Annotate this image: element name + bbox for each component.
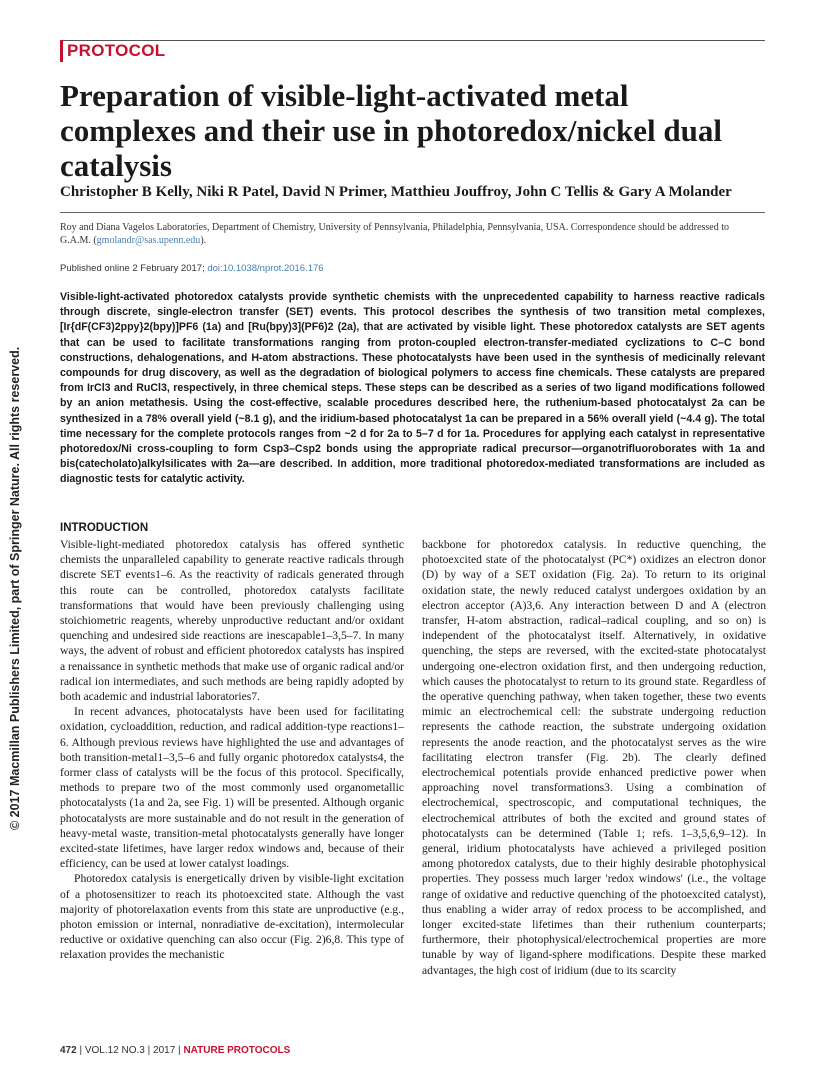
intro-paragraph-2: In recent advances, photocatalysts have been used for facilitating oxidation, cycloaddition, reduction, and radical addition-type reactions1–6. Although previous reviews have highlighted the use and advantages of both transition-metal1–3,5–6 and fully organic photoredox catalysts4, the former class of catalysts will be the focus of this protocol. Specifically, methods to prepare two of the most commonly used organometallic photocatalysts (1a and 2a, see Fig. 1) will be presented. Although organic photocatalysts are more sustainable and do not result in the generation of heavy-metal waste, transition-metal photocatalysts generally have longer excited-state lifetimes, have larger redox windows and, because of their efficiency, can be used at lower catalyst loadings. [60, 705, 404, 871]
section-heading-introduction: INTRODUCTION [60, 522, 149, 534]
intro-paragraph-3: Photoredox catalysis is energetically driven by visible-light excitation of a photosensitizer to reach its photoexcited state. Although the vast majority of photorelaxation events from this state are unproductive (e.g., photon emission or internal, nonradiative de-excitation), intermolecular reductive or oxidative quenching can also occur (Fig. 2)6,8. This type of relaxation provides the mechanistic [60, 872, 404, 962]
copyright-notice: © 2017 Macmillan Publishers Limited, part of Springer Nature. All rights reserved. [8, 346, 22, 830]
column-left [60, 520, 404, 963]
page-footer [60, 1045, 290, 1056]
abstract: Visible-light-activated photoredox catalysts provide synthetic chemists with the unprecedented capability to harness reactive radicals through discrete, single-electron transfer (SET) events. This protocol describes the synthesis of two transition metal complexes, [Ir{dF(CF3)2ppy}2(bpy)]PF6 (1a) and [Ru(bpy)3](PF6)2 (2a), that are activated by visible light. These photoredox catalysts are SET agents that can be used to facilitate transformations ranging from proton-coupled electron-transfer-mediated cyclizations to C–C bond constructions, dehalogenations, and H-atom abstractions. These photocatalysts have been used in the synthesis of medicinally relevant compounds for drug discovery, as well as the degradation of biological polymers to access fine chemicals. These catalysts are prepared from IrCl3 and RuCl3, respectively, in three chemical steps. These steps can be described as a series of two ligand modifications followed by an anion metathesis. Using the cost-effective, scalable procedures described here, the ruthenium-based photocatalyst 2a can be synthesized in a 78% overall yield (~8.1 g), and the iridium-based photocatalyst 1a can be prepared in a 56% overall yield (~4.4 g). The total time necessary for the complete protocols ranges from ~2 d for 2a to 5–7 d for 1a. Procedures for applying each catalyst in representative photoredox/Ni cross-coupling to form Csp3–Csp2 bonds using the appropriate radical precursor—organotrifluoroborates with 1a and bis(catecholato)alkylsilicates with 2a—are described. In addition, more traditional photoredox-mediated transformations are included as diagnostic tests for catalytic activity. [60, 291, 765, 486]
header-rule [60, 40, 765, 64]
page-number: 472 [60, 1045, 77, 1056]
affiliation [60, 221, 750, 247]
correspondence-email-link[interactable]: gmolandr@sas.upenn.edu [96, 235, 201, 246]
volume-info: | VOL.12 NO.3 | 2017 | [76, 1045, 184, 1056]
affiliation-end: ). [200, 235, 207, 246]
column-right [422, 537, 766, 978]
published-date: Published online 2 February 2017; [60, 263, 208, 274]
intro-paragraph-1: Visible-light-mediated photoredox catalysis has offered synthetic chemists the unparalleled capability to generate reactive radicals through discrete SET events1–6. As the reactivity of radicals generated through this route can be controlled, photoredox catalysts facilitate transformations that would have been previously challenging using stoichiometric reagents, whereby unproductive reductant and/or oxidant quenching and undesired side reactions are inescapable1–3,5–7. In many ways, the advent of robust and efficient photoredox catalysts has inspired a renaissance in synthetic methods that make use of organic radical and/or radical ion intermediates, and such methods are being rapidly adopted by both academic and industrial laboratories7. [60, 538, 404, 704]
article-title: Preparation of visible-light-activated metal complexes and their use in photoredox/nickel dual catalysis [60, 78, 722, 183]
author-list: Christopher B Kelly, Niki R Patel, David N Primer, Matthieu Jouffroy, John C Tellis & Gary A Molander [60, 184, 732, 200]
intro-paragraph-4: backbone for photoredox catalysis. In reductive quenching, the photoexcited state of the photocatalyst (PC*) oxidizes an electron donor (D) by way of a SET oxidation (Fig. 2a). To return to its original oxidation state, the newly reduced catalyst undergoes oxidation by an electron acceptor (A)3,6. Any interaction between D and A (electron transfer, H-atom abstraction, radical–radical coupling, and so on) is independent of the photocatalyst itself. Alternatively, in oxidative quenching, the steps are reversed, with the excited-state photocatalyst undergoing one-electron oxidation first, and then undergoing reduction, which causes the photocatalyst to return to its ground state. Regardless of the operative quenching pathway, when taken together, these two events mimic an electrochemical cell: the substrate undergoing reduction represents the cathode reaction, the substrate undergoing oxidation represents the anode reaction, and the photocatalyst serves as the wire facilitating electron transfer (Fig. 2b). The clearly defined electrochemical potentials provide enhanced predictive power when approaching novel transformations3. Using a combination of electrochemical, spectroscopic, and computational techniques, the electrochemical attributes of both the excited and ground states of photocatalysts can be determined (Table 1; refs. 1–3,5,6,9–12). In general, iridium photocatalysts have achieved a privileged position among photoredox catalysts, due to their highly desirable photophysical properties. They possess much larger 'redox windows' (i.e., the voltage range of oxidative and reductive quenching of the photoexcited catalyst), thus enabling a wider array of redox process to be accomplished, and longer excited-state lifetimes than their ruthenium counterparts; furthermore, their photophysical/electrochemical properties are more tunable by way of ligand-sphere modifications. Despite these marked advantages, the high cost of iridium (due to its scarcity [422, 538, 766, 977]
section-label: PROTOCOL [60, 40, 165, 62]
affiliation-text: Roy and Diana Vagelos Laboratories, Department of Chemistry, University of Pennsylvania, Philadelphia, Pennsylvania, USA. Correspondence should be addressed to G.A.M. ( [60, 222, 730, 246]
publication-info [60, 263, 760, 274]
journal-name: NATURE PROTOCOLS [183, 1045, 291, 1056]
divider [60, 212, 765, 213]
doi-link[interactable]: doi:10.1038/nprot.2016.176 [207, 263, 324, 274]
